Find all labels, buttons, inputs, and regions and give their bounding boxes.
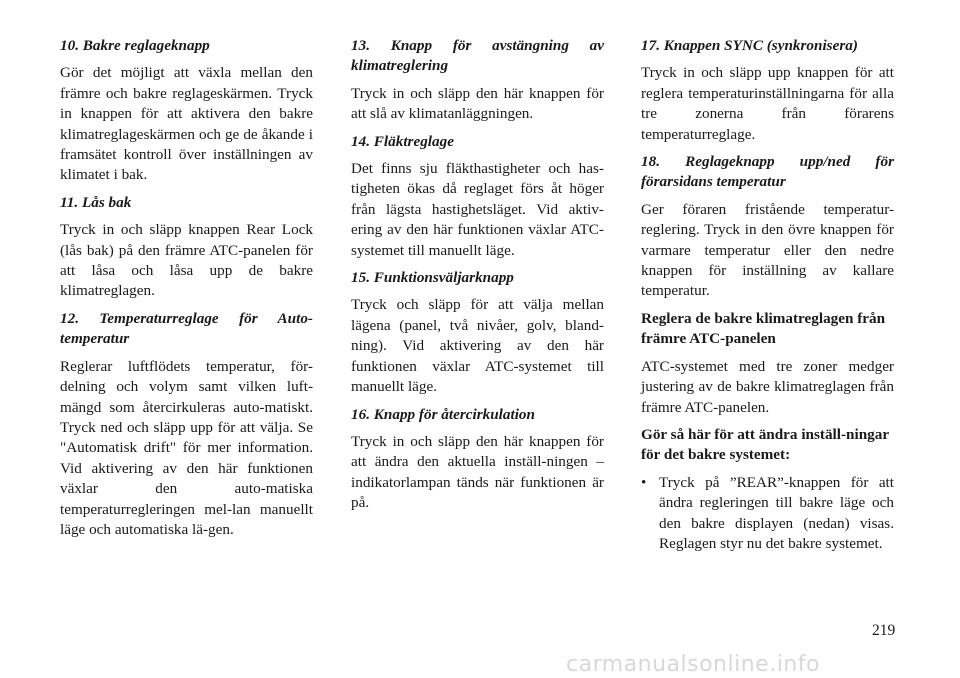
paragraph: Reglerar luftflödets temperatur, för-delning och volym samt vilken luft-mängd som återcirkuleras auto-matiskt. Tryck ned och släpp upp för att välja. Se "Automatisk drift" för mer information. Vid aktivering av den här funktionen växlar den auto-matiska temperaturregleringen mel-lan manuellt läge och automatiska lä-gen. xyxy=(60,357,313,538)
subsection-heading: Gör så här för att ändra inställ-ningar för det bakre systemet: xyxy=(641,425,889,464)
section-heading: 13. Knapp för avstängning av klimatreglering xyxy=(351,37,604,75)
paragraph: Tryck in och släpp knappen Rear Lock (lås bak) på den främre ATC-panelen för att låsa och låsa upp de bakre klimatreglagen. xyxy=(60,221,313,300)
bullet-text: Tryck på ”REAR”-knappen för att ändra regleringen till bakre läge och den bakre displayen (nedan) visas. Reglagen styr nu det bakre systemet. xyxy=(659,473,894,552)
section-heading: 10. Bakre reglageknapp xyxy=(60,37,210,54)
text-column-middle xyxy=(351,36,604,521)
section-heading: 15. Funktionsväljarknapp xyxy=(351,269,514,287)
bullet-item xyxy=(641,473,894,555)
section-heading: 12. Temperaturreglage för Auto-temperatur xyxy=(60,309,313,348)
paragraph: Tryck in och släpp den här knappen för att slå av klimatanläggningen. xyxy=(351,84,604,123)
section-heading: 16. Knapp för återcirkulation xyxy=(351,405,535,423)
section-heading: 11. Lås bak xyxy=(60,193,132,211)
paragraph: Gör det möjligt att växla mellan den främre och bakre reglageskärmen. Tryck in knappen för att aktivera den bakre klimatreglageskärmen och ge de åkande i framsätet kontroll över inställningen av klimatet i bak. xyxy=(60,64,313,184)
paragraph: Tryck in och släpp upp knappen för att reglera temperaturinställningarna för alla tre zonerna från förarens temperaturreglage. xyxy=(641,64,894,143)
bullet-icon: • xyxy=(641,473,647,491)
page-number: 219 xyxy=(872,622,896,639)
section-heading: 17. Knappen SYNC (synkronisera) xyxy=(641,37,858,54)
section-heading: 18. Reglageknapp upp/ned för förarsidans temperatur xyxy=(641,153,894,191)
paragraph: ATC-systemet med tre zoner medger justering av de bakre klimatreglagen från främre ATC-panelen. xyxy=(641,357,894,416)
section-heading: 14. Fläktreglage xyxy=(351,132,454,150)
text-column-right xyxy=(641,36,894,554)
paragraph: Tryck och släpp för att välja mellan lägena (panel, två nivåer, golv, bland-ning). Vid aktivering av den här funktionen växlar ATC-systemet till manuellt läge. xyxy=(351,296,604,396)
paragraph: Tryck in och släpp den här knappen för att ändra den aktuella inställ-ningen – indikatorlampan tänds när funktionen är på. xyxy=(351,432,604,512)
subsection-heading: Reglera de bakre klimatreglagen från främre ATC-panelen xyxy=(641,309,886,348)
paragraph: Ger föraren fristående temperatur-reglering. Tryck in den övre knappen för varmare temperatur eller den nedre knappen för inställning av kallare temperatur. xyxy=(641,200,894,300)
paragraph: Det finns sju fläkthastigheter och has-tigheten ökas då reglaget förs åt höger från lägsta hastighetsläget. Vid aktiv-ering av den här funktionen växlar ATC-systemet till manuellt läge. xyxy=(351,160,604,259)
watermark: carmanualsonline.info xyxy=(566,652,820,677)
text-column-left xyxy=(60,36,313,547)
